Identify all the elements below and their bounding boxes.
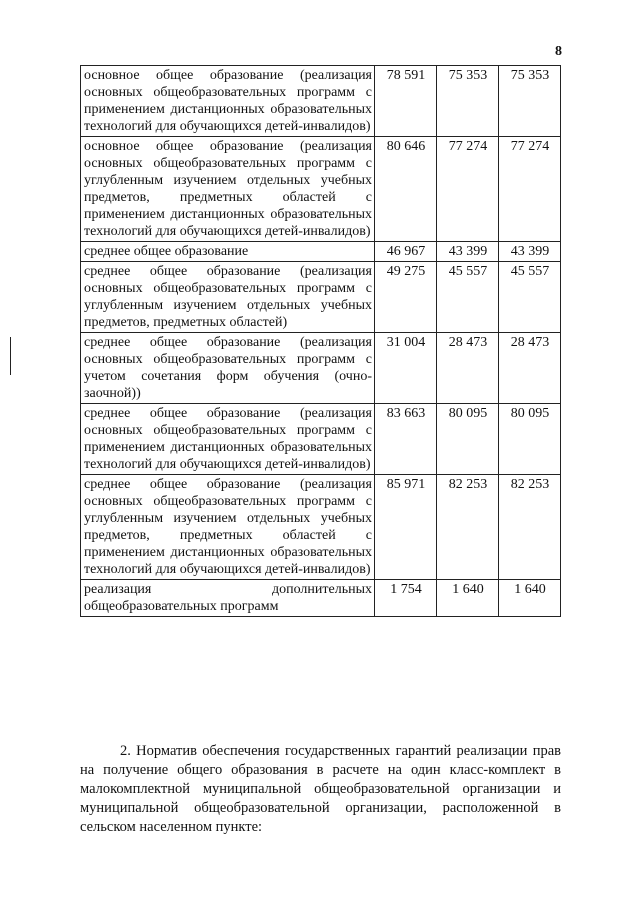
row-description: среднее общее образование (реализация основных общеобразовательных программ с углубленным изучением отдельных учебных предметов, предметных областей с применением дистанционных образовательных технологий для обучающихся детей-инвалидов): [81, 475, 375, 580]
row-description: среднее общее образование (реализация основных общеобразовательных программ с применением дистанционных образовательных технологий для обучающихся детей-инвалидов): [81, 404, 375, 475]
row-value-1: 46 967: [375, 242, 437, 262]
scan-margin-mark: [10, 337, 11, 375]
row-value-2: 82 253: [437, 475, 499, 580]
row-value-3: 80 095: [499, 404, 561, 475]
table-row: [81, 242, 561, 262]
row-value-1: 78 591: [375, 66, 437, 137]
row-value-2: 77 274: [437, 137, 499, 242]
paragraph-2: 2. Норматив обеспечения государственных гарантий реализации прав на получение общего образования в расчете на один класс-комплект в малокомплектной муниципальной общеобразовательной организации и муниципальной общеобразовательной организации, расположенной в сельском населенном пункте:: [80, 743, 561, 835]
row-value-2: 1 640: [437, 580, 499, 617]
row-value-3: 45 557: [499, 262, 561, 333]
normative-table: [80, 65, 561, 617]
table-row: [81, 66, 561, 137]
row-value-3: 75 353: [499, 66, 561, 137]
table-row: [81, 404, 561, 475]
row-value-3: 82 253: [499, 475, 561, 580]
row-value-1: 80 646: [375, 137, 437, 242]
row-value-2: 80 095: [437, 404, 499, 475]
row-description: основное общее образование (реализация основных общеобразовательных программ с углубленным изучением отдельных учебных предметов, предметных областей с применением дистанционных образовательных технологий для обучающихся детей-инвалидов): [81, 137, 375, 242]
table-row: [81, 262, 561, 333]
row-value-2: 75 353: [437, 66, 499, 137]
row-value-2: 43 399: [437, 242, 499, 262]
table-row: [81, 475, 561, 580]
row-value-2: 28 473: [437, 333, 499, 404]
row-description: среднее общее образование (реализация основных общеобразовательных программ с учетом сочетания форм обучения (очно-заочной)): [81, 333, 375, 404]
row-value-3: 28 473: [499, 333, 561, 404]
row-value-1: 85 971: [375, 475, 437, 580]
row-value-1: 49 275: [375, 262, 437, 333]
row-description: реализация дополнительных общеобразовательных программ: [81, 580, 375, 617]
row-value-1: 1 754: [375, 580, 437, 617]
row-value-1: 83 663: [375, 404, 437, 475]
row-value-3: 1 640: [499, 580, 561, 617]
row-description: среднее общее образование: [81, 242, 375, 262]
row-value-1: 31 004: [375, 333, 437, 404]
table-row: [81, 580, 561, 617]
row-description: среднее общее образование (реализация основных общеобразовательных программ с углубленным изучением отдельных учебных предметов, предметных областей): [81, 262, 375, 333]
row-value-3: 43 399: [499, 242, 561, 262]
table-row: [81, 333, 561, 404]
row-description: основное общее образование (реализация основных общеобразовательных программ с применением дистанционных образовательных технологий для обучающихся детей-инвалидов): [81, 66, 375, 137]
row-value-3: 77 274: [499, 137, 561, 242]
table-row: [81, 137, 561, 242]
row-value-2: 45 557: [437, 262, 499, 333]
page-number: 8: [555, 44, 562, 59]
